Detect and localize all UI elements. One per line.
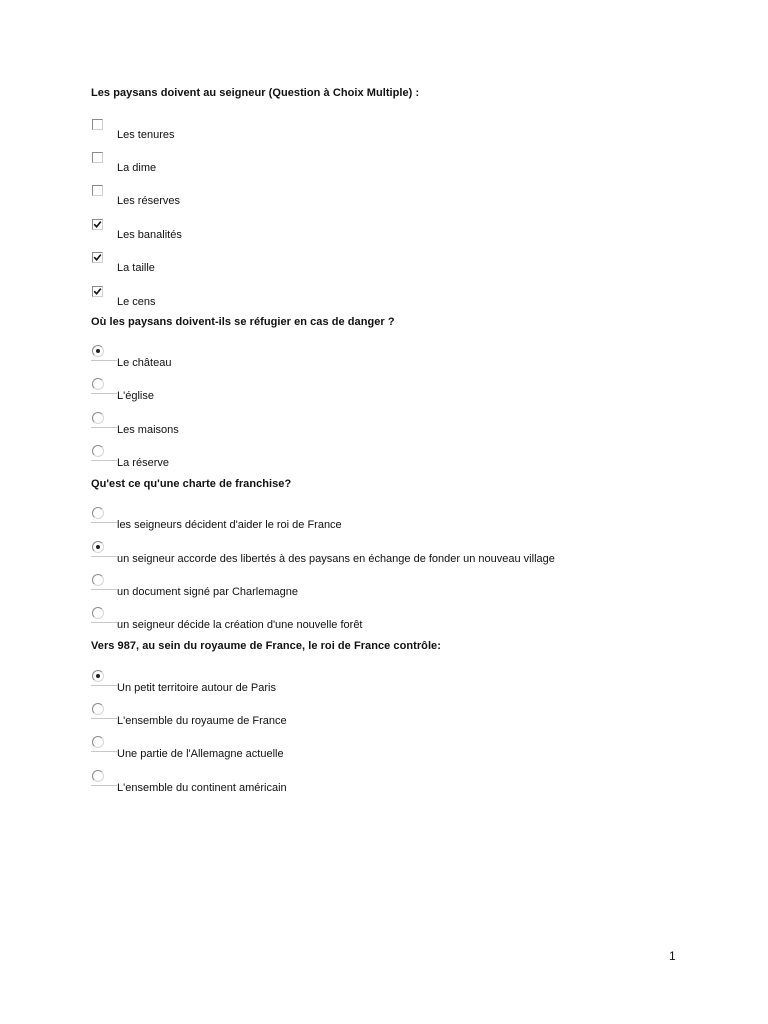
checkbox-icon[interactable]	[92, 286, 103, 297]
q2-option-reserve[interactable]	[91, 452, 691, 472]
radio-icon[interactable]	[92, 541, 104, 553]
option-label: L'église	[117, 390, 154, 402]
option-label: Le cens	[117, 296, 156, 308]
divider	[91, 460, 117, 461]
divider	[91, 785, 117, 786]
option-label: La dime	[117, 162, 157, 174]
question-1-title: Les paysans doivent au seigneur (Question à Choix Multiple) :	[91, 87, 420, 99]
checkmark-icon	[93, 220, 102, 229]
q4-option-4[interactable]	[91, 777, 691, 797]
option-label: Le château	[117, 357, 172, 369]
option-label: Les maisons	[117, 424, 179, 436]
q2-option-chateau[interactable]	[91, 352, 691, 372]
page-number: 1	[669, 949, 676, 963]
q2-option-eglise[interactable]	[91, 385, 691, 405]
checkbox-icon[interactable]	[92, 219, 103, 230]
checkmark-icon	[93, 253, 102, 262]
q4-option-3[interactable]	[91, 743, 691, 763]
radio-icon[interactable]	[92, 736, 104, 748]
option-label: Les banalités	[117, 229, 182, 241]
radio-icon[interactable]	[92, 607, 104, 619]
radio-icon[interactable]	[92, 670, 104, 682]
radio-selected-dot	[96, 545, 100, 549]
checkmark-icon	[93, 287, 102, 296]
option-label: Les réserves	[117, 195, 180, 207]
divider	[91, 393, 117, 394]
q1-option-dime[interactable]	[91, 157, 691, 177]
divider	[91, 685, 117, 686]
option-label: un seigneur décide la création d'une nouvelle forêt	[117, 619, 363, 631]
question-4-title: Vers 987, au sein du royaume de France, le roi de France contrôle:	[91, 640, 441, 652]
divider	[91, 622, 117, 623]
q1-option-tenures[interactable]	[91, 124, 691, 144]
divider	[91, 556, 117, 557]
option-label: les seigneurs décident d'aider le roi de France	[117, 519, 342, 531]
divider	[91, 360, 117, 361]
q1-option-reserves[interactable]	[91, 190, 691, 210]
option-label: L'ensemble du continent américain	[117, 782, 287, 794]
radio-selected-dot	[96, 674, 100, 678]
q2-option-maisons[interactable]	[91, 419, 691, 439]
radio-icon[interactable]	[92, 445, 104, 457]
radio-icon[interactable]	[92, 770, 104, 782]
radio-icon[interactable]	[92, 345, 104, 357]
divider	[91, 718, 117, 719]
checkbox-icon[interactable]	[92, 185, 103, 196]
checkbox-icon[interactable]	[92, 152, 103, 163]
radio-icon[interactable]	[92, 412, 104, 424]
checkbox-icon[interactable]	[92, 119, 103, 130]
q4-option-1[interactable]	[91, 677, 691, 697]
option-label: La réserve	[117, 457, 169, 469]
checkbox-icon[interactable]	[92, 252, 103, 263]
radio-icon[interactable]	[92, 378, 104, 390]
divider	[91, 522, 117, 523]
option-label: Les tenures	[117, 129, 175, 141]
q3-option-4[interactable]	[91, 614, 691, 634]
q3-option-1[interactable]	[91, 514, 691, 534]
q1-option-taille[interactable]	[91, 257, 691, 277]
option-label: Un petit territoire autour de Paris	[117, 682, 276, 694]
divider	[91, 427, 117, 428]
divider	[91, 751, 117, 752]
question-3-title: Qu'est ce qu'une charte de franchise?	[91, 478, 292, 490]
q1-option-cens[interactable]	[91, 291, 691, 311]
option-label: La taille	[117, 262, 155, 274]
radio-icon[interactable]	[92, 574, 104, 586]
radio-selected-dot	[96, 349, 100, 353]
radio-icon[interactable]	[92, 507, 104, 519]
question-2-title: Où les paysans doivent-ils se réfugier en cas de danger ?	[91, 316, 395, 328]
q3-option-2[interactable]	[91, 548, 691, 568]
q1-option-banalites[interactable]	[91, 224, 691, 244]
option-label: L'ensemble du royaume de France	[117, 715, 287, 727]
option-label: un seigneur accorde des libertés à des paysans en échange de fonder un nouveau village	[117, 553, 555, 565]
option-label: un document signé par Charlemagne	[117, 586, 299, 598]
option-label: Une partie de l'Allemagne actuelle	[117, 748, 284, 760]
q4-option-2[interactable]	[91, 710, 691, 730]
q3-option-3[interactable]	[91, 581, 691, 601]
radio-icon[interactable]	[92, 703, 104, 715]
divider	[91, 589, 117, 590]
